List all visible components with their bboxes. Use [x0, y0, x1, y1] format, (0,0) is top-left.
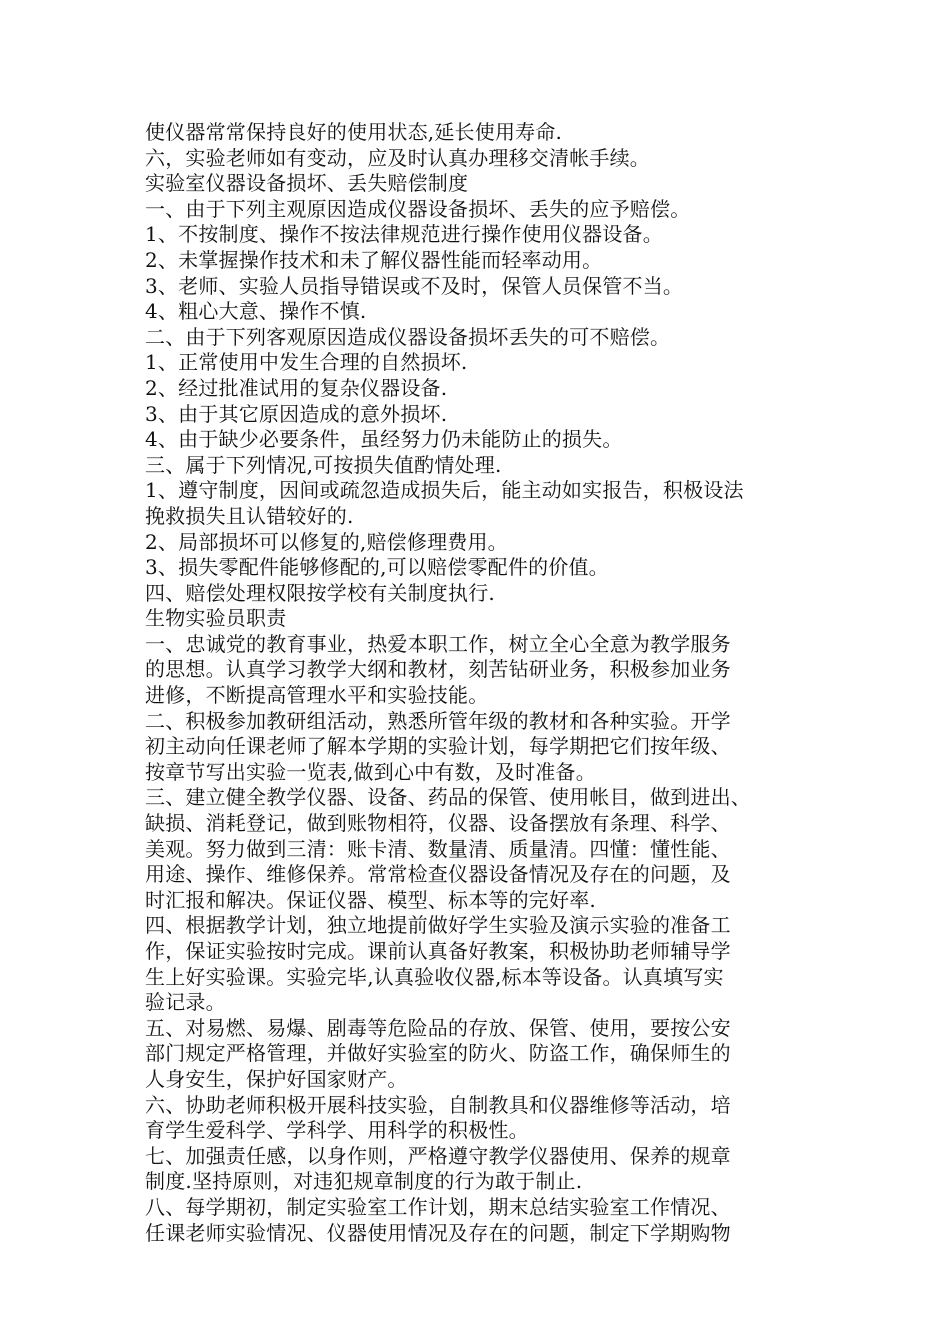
text-line: 二、由于下列客观原因造成仪器设备损坏丢失的可不赔偿。 — [145, 324, 671, 349]
text-line: 八、每学期初，制定实验室工作计划，期末总结实验室工作情况、 — [145, 1194, 731, 1219]
text-line: 用途、操作、维修保养。常常检查仪器设备情况及存在的问题，及 — [145, 862, 731, 887]
text-line: 2、经过批准试用的复杂仪器设备. — [145, 375, 448, 400]
text-line: 时汇报和解决。保证仪器、模型、标本等的完好率. — [145, 887, 596, 912]
text-line: 五、对易燃、易爆、剧毒等危险品的存放、保管、使用，要按公安 — [145, 1015, 731, 1040]
text-line: 制度.坚持原则，对违犯规章制度的行为敢于制止. — [145, 1169, 583, 1194]
section-heading: 生物实验员职责 — [145, 606, 287, 631]
text-line: 按章节写出实验一览表,做到心中有数，及时准备。 — [145, 759, 596, 784]
text-line: 缺损、消耗登记，做到账物相符，仪器、设备摆放有条理、科学、 — [145, 811, 731, 836]
text-line: 六、协助老师积极开展科技实验，自制教具和仪器维修等活动，培 — [145, 1092, 731, 1117]
document-body — [145, 120, 845, 1246]
text-line: 1、遵守制度，因间或疏忽造成损失后，能主动如实报告，积极设法 — [145, 478, 744, 503]
text-line: 四、根据教学计划，独立地提前做好学生实验及演示实验的准备工 — [145, 913, 731, 938]
text-line: 初主动向任课老师了解本学期的实验计划，每学期把它们按年级、 — [145, 734, 731, 759]
text-line: 1、不按制度、操作不按法律规范进行操作使用仪器设备。 — [145, 222, 663, 247]
text-line: 3、老师、实验人员指导错误或不及时，保管人员保管不当。 — [145, 273, 684, 298]
text-line: 2、局部损坏可以修复的,赔偿修理费用。 — [145, 529, 508, 554]
text-line: 七、加强责任感，以身作则，严格遵守教学仪器使用、保养的规章 — [145, 1143, 731, 1168]
text-line: 4、粗心大意、操作不慎. — [145, 299, 367, 324]
text-line: 任课老师实验情况、仪器使用情况及存在的问题，制定下学期购物 — [145, 1220, 731, 1245]
text-line: 4、由于缺少必要条件，虽经努力仍未能防止的损失。 — [145, 427, 623, 452]
text-line: 三、建立健全教学仪器、设备、药品的保管、使用帐目，做到进出、 — [145, 785, 751, 810]
text-line: 一、由于下列主观原因造成仪器设备损坏、丢失的应予赔偿。 — [145, 196, 691, 221]
text-line: 美观。努力做到三清：账卡清、数量清、质量清。四懂：懂性能、 — [145, 836, 731, 861]
text-line: 1、正常使用中发生合理的自然损坏. — [145, 350, 468, 375]
text-line: 3、损失零配件能够修配的,可以赔偿零配件的价值。 — [145, 555, 609, 580]
text-line: 生上好实验课。实验完毕,认真验收仪器,标本等设备。认真填写实 — [145, 964, 724, 989]
section-heading: 实验室仪器设备损坏、丢失赔偿制度 — [145, 171, 469, 196]
text-line: 三、属于下列情况,可按损失值酌情处理. — [145, 452, 502, 477]
text-line: 挽救损失且认错较好的. — [145, 503, 354, 528]
text-line: 六，实验老师如有变动，应及时认真办理移交清帐手续。 — [145, 145, 650, 170]
text-line: 四、赔偿处理权限按学校有关制度执行. — [145, 580, 495, 605]
text-line: 育学生爱科学、学科学、用科学的积极性。 — [145, 1118, 529, 1143]
text-line: 的思想。认真学习教学大纲和教材，刻苦钻研业务，积极参加业务 — [145, 657, 731, 682]
text-line: 一、忠诚党的教育事业，热爱本职工作，树立全心全意为教学服务 — [145, 631, 731, 656]
text-line: 人身安生，保护好国家财产。 — [145, 1066, 408, 1091]
text-line: 部门规定严格管理，并做好实验室的防火、防盗工作，确保师生的 — [145, 1041, 731, 1066]
text-line: 进修，不断提高管理水平和实验技能。 — [145, 683, 489, 708]
text-line: 使仪器常常保持良好的使用状态,延长使用寿命. — [145, 120, 563, 144]
text-line: 2、未掌握操作技术和未了解仪器性能而轻率动用。 — [145, 247, 603, 272]
text-line: 二、积极参加教研组活动，熟悉所管年级的教材和各种实验。开学 — [145, 708, 731, 733]
text-line: 作，保证实验按时完成。课前认真备好教案，积极协助老师辅导学 — [145, 939, 731, 963]
text-line: 3、由于其它原因造成的意外损坏. — [145, 401, 448, 426]
text-line: 验记录。 — [145, 990, 226, 1015]
